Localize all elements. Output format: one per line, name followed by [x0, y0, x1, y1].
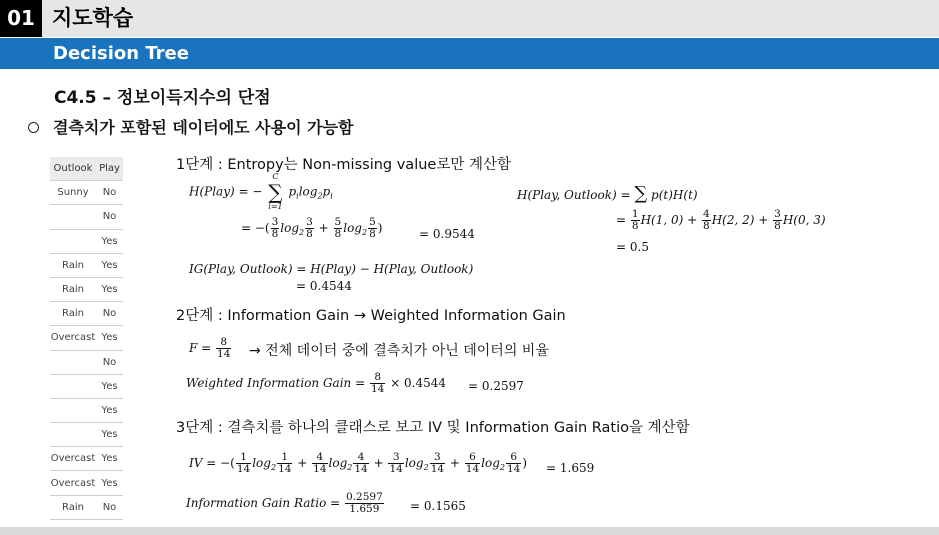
table-cell: Overcast [50, 326, 96, 350]
table-cell: Sunny [50, 181, 96, 205]
table-cell: Yes [96, 398, 123, 422]
iv-formula: IV = −( $\frac{1}{14}$ $\log_2$ $\frac{1}{14}$ + $\frac{4}{14}$ $\log_2$ $\frac{4}{14}$ + $\frac{3}{14}$ $\log_2$ $\frac{3}{14}$ + $\frac{6}{14}$ $\log_2$ $\frac{6}{14}$ ) [189, 451, 528, 475]
table-cell: Rain [50, 253, 96, 277]
entropy-play-outlook-formula: H(Play, Outlook) = ∑ p(t)H(t) [517, 183, 698, 204]
table-cell: Yes [96, 447, 123, 471]
data-table [50, 157, 123, 520]
info-gain-result: = 0.4544 [296, 279, 352, 293]
table-cell: No [96, 205, 123, 229]
top-bar [0, 0, 939, 37]
table-row [50, 423, 123, 447]
table-cell: No [96, 350, 123, 374]
step-2-note: → 전체 데이터 중에 결측치가 아닌 데이터의 비율 [249, 343, 549, 359]
weighted-ig-result: = 0.2597 [468, 379, 524, 393]
subtitle: Decision Tree [53, 43, 189, 64]
table-cell: No [96, 302, 123, 326]
table-cell: Yes [96, 326, 123, 350]
entropy-play-formula: H(Play) = − C ∑ i=1 $p_i\log_2p_i$ [189, 172, 333, 211]
table-cell: Overcast [50, 447, 96, 471]
entropy-play-outlook-result: = 0.5 [616, 240, 649, 254]
table-cell: Yes [96, 229, 123, 253]
iv-result: = 1.659 [546, 461, 595, 475]
table-row [50, 205, 123, 229]
table-cell [50, 205, 96, 229]
table-row [50, 181, 123, 205]
table-cell: No [96, 495, 123, 519]
table-cell [50, 398, 96, 422]
table-cell: Yes [96, 471, 123, 495]
table-cell [50, 229, 96, 253]
table-row [50, 350, 123, 374]
table-row [50, 253, 123, 277]
table-row [50, 326, 123, 350]
bullet-text: 결측치가 포함된 데이터에도 사용이 가능함 [53, 118, 354, 137]
table-row [50, 374, 123, 398]
table-cell: Rain [50, 277, 96, 301]
table-header-outlook: Outlook [50, 157, 96, 181]
table-cell: Yes [96, 374, 123, 398]
step-1-text: 1단계 : Entropy는 Non-missing value로만 계산함 [176, 157, 511, 173]
table-row [50, 398, 123, 422]
bullet-circle-icon [28, 122, 39, 133]
step-3-text: 3단계 : 결측치를 하나의 클래스로 보고 IV 및 Information Gain Ratio을 계산함 [176, 420, 690, 436]
info-gain-formula: IG(Play, Outlook) = H(Play) − H(Play, Outlook) [189, 262, 474, 276]
table-row [50, 302, 123, 326]
table-cell: Rain [50, 302, 96, 326]
table-cell: Yes [96, 277, 123, 301]
fraction-f-formula: F = $\frac{8}{14}$ [189, 336, 231, 360]
page-heading: C4.5 – 정보이득지수의 단점 [54, 88, 271, 108]
table-cell [50, 423, 96, 447]
step-2-text: 2단계 : Information Gain → Weighted Information Gain [176, 308, 566, 324]
table-cell [50, 350, 96, 374]
table-cell: Yes [96, 423, 123, 447]
section-title: 지도학습 [52, 6, 134, 30]
entropy-play-outlook-expansion: = $\frac{1}{8}$ H(1, 0) + $\frac{4}{8}$ H(2, 2) + $\frac{3}{8}$ H(0, 3) [616, 208, 826, 232]
table-cell: Overcast [50, 471, 96, 495]
entropy-play-result: = 0.9544 [419, 227, 475, 241]
bottom-bar [0, 527, 939, 535]
table-row [50, 229, 123, 253]
table-row [50, 277, 123, 301]
table-row [50, 495, 123, 519]
table-cell [50, 374, 96, 398]
table-cell: Yes [96, 253, 123, 277]
table-cell: Rain [50, 495, 96, 519]
table-header-play: Play [96, 157, 123, 181]
table-cell: No [96, 181, 123, 205]
section-number: 01 [0, 0, 42, 37]
table-row [50, 447, 123, 471]
gain-ratio-formula: Information Gain Ratio = $\frac{0.2597}{1.659}$ [186, 491, 383, 515]
weighted-ig-formula: Weighted Information Gain = $\frac{8}{14}$ × 0.4544 [186, 371, 447, 395]
gain-ratio-result: = 0.1565 [410, 499, 466, 513]
table-header-row [50, 157, 123, 181]
table-row [50, 471, 123, 495]
entropy-play-expansion: = −( $\frac{3}{8}$ $\log_2$ $\frac{3}{8}$ + $\frac{5}{8}$ $\log_2$ $\frac{5}{8}$ ) [241, 216, 383, 240]
